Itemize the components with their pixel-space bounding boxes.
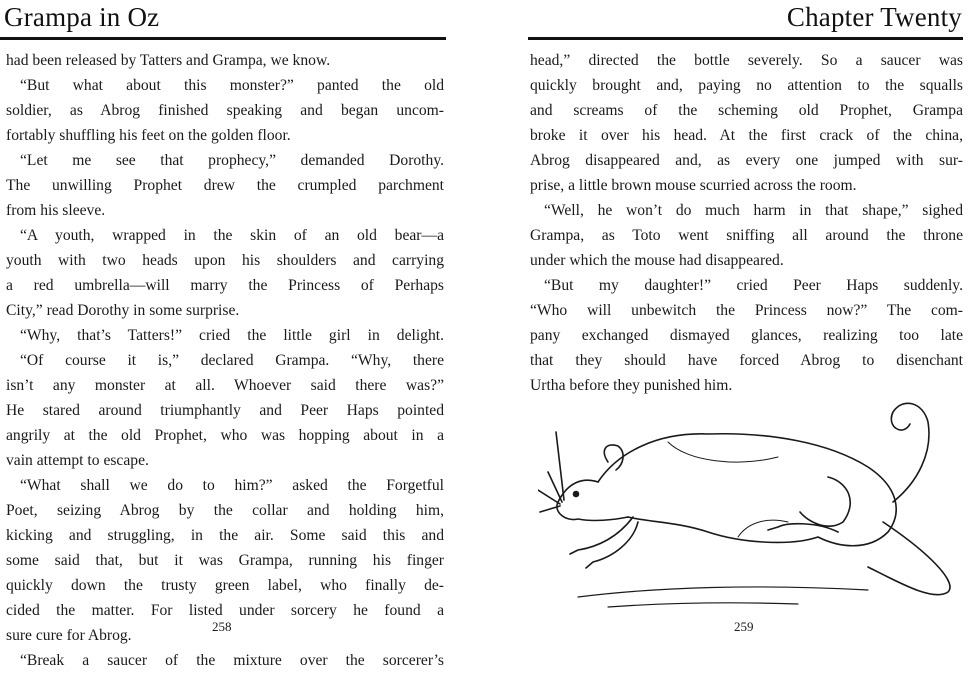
text-line: City,” read Dorothy in some surprise.	[6, 302, 240, 319]
text-line: “Of course it is,” declared Grampa. “Why, there	[20, 352, 444, 369]
text-line: prise, a little brown mouse scurried across the room.	[530, 177, 857, 194]
text-line: cided the matter. For listed under sorcery he found a	[6, 602, 444, 619]
text-line: sure cure for Abrog.	[6, 627, 132, 644]
running-head-chapter-title: Chapter Twenty	[786, 2, 962, 32]
header-rule	[0, 37, 446, 40]
text-line: had been released by Tatters and Grampa, we know.	[6, 52, 331, 69]
text-line: soldier, as Abrog finished speaking and began uncom-	[6, 102, 444, 119]
text-line: quickly brought and, paying no attention to the squalls	[530, 77, 963, 94]
text-line: broke it over his head. At the first crack of the china,	[530, 127, 963, 144]
header-rule	[528, 37, 963, 40]
text-line: “What shall we do to him?” asked the Forgetful	[20, 477, 444, 494]
text-line: and screams of the scheming old Prophet, Grampa	[530, 102, 963, 119]
text-line: pany exchanged dismayed glances, realizing too late	[530, 327, 963, 344]
text-line: head,” directed the bottle severely. So a saucer was	[530, 52, 963, 69]
text-line: that they should have forced Abrog to disenchant	[530, 352, 963, 369]
text-line: under which the mouse had disappeared.	[530, 252, 784, 269]
text-line: vain attempt to escape.	[6, 452, 149, 469]
text-line: a red umbrella—will marry the Princess of Perhaps	[6, 277, 444, 294]
mouse-illustration	[538, 372, 968, 612]
text-line: “Let me see that prophecy,” demanded Dorothy.	[20, 152, 444, 169]
text-line: “A youth, wrapped in the skin of an old bear—a	[20, 227, 444, 244]
text-line: “Break a saucer of the mixture over the sorcerer’s	[20, 652, 444, 669]
left-page	[0, 0, 470, 669]
page-body-text	[530, 48, 963, 398]
running-head-book-title: Grampa in Oz	[4, 2, 160, 32]
text-line: Poet, seizing Abrog by the collar and holding him,	[6, 502, 444, 519]
page-body-text	[6, 48, 444, 673]
text-line: “Who will unbewitch the Princess now?” The com-	[530, 302, 963, 319]
text-line: Abrog disappeared and, as every one jumped with sur-	[530, 152, 963, 169]
text-line: The unwilling Prophet drew the crumpled parchment	[6, 177, 444, 194]
text-line: He stared around triumphantly and Peer Haps pointed	[6, 402, 444, 419]
text-line: isn’t any monster at all. Whoever said there was?”	[6, 377, 444, 394]
page-number: 258	[212, 619, 232, 634]
text-line: Grampa, as Toto went sniffing all around the throne	[530, 227, 963, 244]
text-line: “But my daughter!” cried Peer Haps suddenly.	[544, 277, 963, 294]
text-line: some said that, but it was Grampa, running his finger	[6, 552, 444, 569]
text-line: “Well, he won’t do much harm in that shape,” sighed	[544, 202, 963, 219]
text-line: fortably shuffling his feet on the golden floor.	[6, 127, 291, 144]
text-line: kicking and struggling, in the air. Some said this and	[6, 527, 444, 544]
text-line: Urtha before they punished him.	[530, 377, 733, 394]
page-number: 259	[734, 619, 754, 634]
text-line: from his sleeve.	[6, 202, 106, 219]
right-page	[528, 0, 970, 638]
text-line: quickly down the trusty green label, who finally de-	[6, 577, 444, 594]
text-line: “Why, that’s Tatters!” cried the little girl in delight.	[20, 327, 444, 344]
text-line: “But what about this monster?” panted the old	[20, 77, 444, 94]
text-line: angrily at the old Prophet, who was hopping about in a	[6, 427, 444, 444]
text-line: youth with two heads upon his shoulders and carrying	[6, 252, 444, 269]
